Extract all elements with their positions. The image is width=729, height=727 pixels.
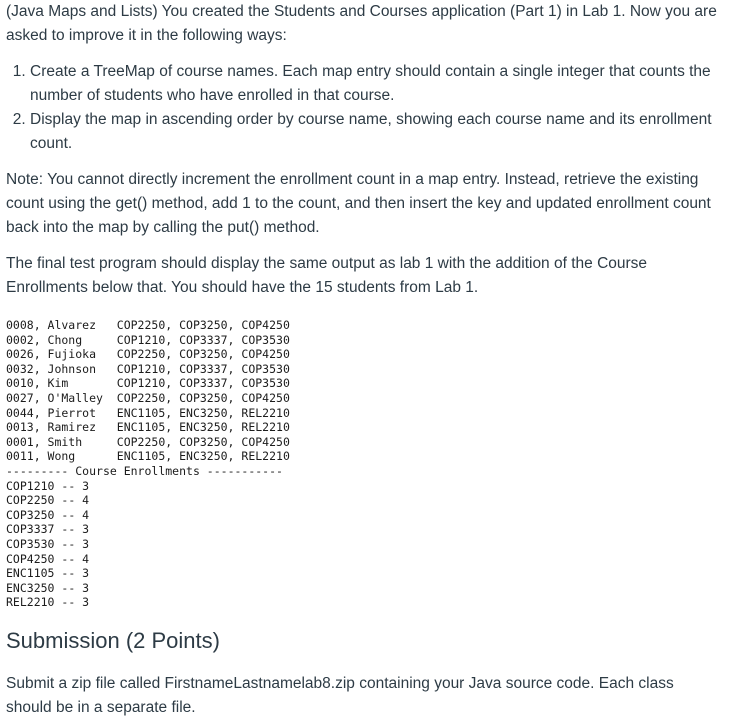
enrollment-count: 3 xyxy=(82,478,90,493)
enrollment-course: COP3530 xyxy=(6,536,55,551)
student-courses: COP2250, COP3250, COP4250 xyxy=(116,434,290,449)
student-courses: COP1210, COP3337, COP3530 xyxy=(116,361,290,376)
enrollments-separator: --------- Course Enrollments ----------- xyxy=(6,463,283,478)
student-line xyxy=(6,362,290,376)
enrollment-course: ENC3250 xyxy=(6,580,55,595)
enrollment-count: 4 xyxy=(82,507,90,522)
note-paragraph: Note: You cannot directly increment the enrollment count in a map entry. Instead, retrieve the existing count using the get() method, add 1 to the count, and then insert the key and updated enrollment count back into the map by calling the put() method. xyxy=(6,171,711,236)
enrollment-count: 3 xyxy=(82,536,90,551)
enrollment-course: REL2210 xyxy=(6,595,55,610)
student-line xyxy=(6,376,290,390)
enrollment-course: ENC1105 xyxy=(6,566,55,581)
enrollment-line: COP3530 -- 3 xyxy=(6,536,90,551)
student-line xyxy=(6,435,290,449)
enrollment-course: COP1210 xyxy=(6,478,55,493)
enrollment-course: COP4250 xyxy=(6,551,55,566)
requirements-list xyxy=(6,60,722,156)
student-line xyxy=(6,406,290,420)
enrollment-course: COP3250 xyxy=(6,507,55,522)
student-line xyxy=(6,347,290,361)
student-courses: COP2250, COP3250, COP4250 xyxy=(116,347,290,362)
enrollment-line: COP1210 -- 3 xyxy=(6,478,90,493)
student-id-name: 0011, Wong xyxy=(6,449,117,464)
enrollment-line: ENC3250 -- 3 xyxy=(6,580,90,595)
enrollment-line: COP3250 -- 4 xyxy=(6,507,90,522)
requirement-item: 1. Create a TreeMap of course names. Each map entry should contain a single integer that counts the number of students who have enrolled in that course. xyxy=(30,60,722,108)
enrollment-course: COP2250 xyxy=(6,493,55,508)
enrollment-count: 3 xyxy=(82,580,90,595)
student-courses: COP1210, COP3337, COP3530 xyxy=(116,332,290,347)
requirement-item: 2. Display the map in ascending order by course name, showing each course name and its enrollment count. xyxy=(30,108,722,156)
student-courses: ENC1105, ENC3250, REL2210 xyxy=(116,449,290,464)
enrollment-course: COP3337 xyxy=(6,522,55,537)
student-id-name: 0008, Alvarez xyxy=(6,318,117,332)
student-courses: ENC1105, ENC3250, REL2210 xyxy=(116,405,290,420)
student-id-name: 0002, Chong xyxy=(6,332,117,347)
enrollment-line: COP2250 -- 4 xyxy=(6,493,90,508)
enrollment-count: 4 xyxy=(82,493,90,508)
enrollment-count: 3 xyxy=(82,566,90,581)
student-line xyxy=(6,318,290,332)
submission-paragraph: Submit a zip file called FirstnameLastnamelab8.zip containing your Java source code. Each class should be in a separate file. xyxy=(6,674,674,716)
student-courses: ENC1105, ENC3250, REL2210 xyxy=(116,420,290,435)
student-id-name: 0013, Ramirez xyxy=(6,420,117,435)
student-id-name: 0027, O'Malley xyxy=(6,390,117,405)
enrollment-line: COP4250 -- 4 xyxy=(6,551,90,566)
final-test-paragraph: The final test program should display the same output as lab 1 with the addition of the Course Enrollments below that. You should have the 15 students from Lab 1. xyxy=(6,255,648,296)
student-id-name: 0026, Fujioka xyxy=(6,347,117,362)
student-courses: COP2250, COP3250, COP4250 xyxy=(116,318,290,332)
intro-paragraph: (Java Maps and Lists) You created the Students and Courses application (Part 1) in Lab 1. Now you are asked to improve it in the following ways: xyxy=(6,3,717,44)
student-id-name: 0010, Kim xyxy=(6,376,117,391)
student-courses: COP2250, COP3250, COP4250 xyxy=(116,390,290,405)
assignment-page xyxy=(6,0,722,720)
enrollment-line: COP3337 -- 3 xyxy=(6,522,90,537)
enrollment-count: 3 xyxy=(82,522,90,537)
enrollment-count: 3 xyxy=(82,595,90,610)
student-line xyxy=(6,420,290,434)
student-id-name: 0044, Pierrot xyxy=(6,405,117,420)
student-courses: COP1210, COP3337, COP3530 xyxy=(116,376,290,391)
student-line xyxy=(6,449,290,463)
student-line xyxy=(6,333,290,347)
enrollments-separator-label: Course Enrollments xyxy=(75,463,200,478)
student-line xyxy=(6,391,290,405)
enrollment-line: ENC1105 -- 3 xyxy=(6,566,90,581)
student-id-name: 0001, Smith xyxy=(6,434,117,449)
student-id-name: 0032, Johnson xyxy=(6,361,117,376)
sample-output-block xyxy=(6,318,722,610)
enrollment-line: REL2210 -- 3 xyxy=(6,595,90,610)
enrollment-count: 4 xyxy=(82,551,90,566)
submission-heading: Submission (2 Points) xyxy=(6,627,220,653)
